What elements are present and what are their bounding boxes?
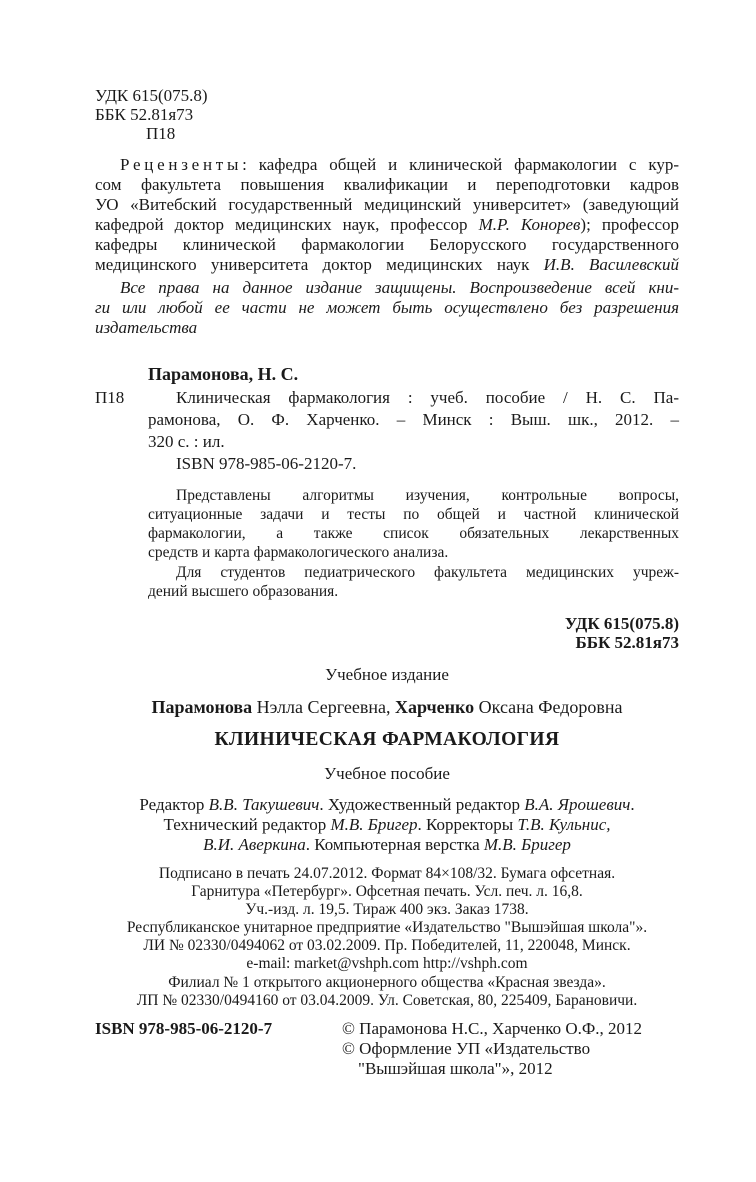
copyright-line-3: "Вышэйшая школа"», 2012 [358,1059,553,1078]
rights-line-3: издательства [95,318,198,337]
udk-code-bottom: УДК 615(075.8) [564,614,679,633]
catalog-isbn: ISBN 978-985-06-2120-7. [176,454,357,473]
reviewers-line-1: Рецензенты: кафедра общей и клинической фармакологии с кур- [120,155,679,174]
reviewers-line-4: кафедрой доктор медицинских наук, профессор М.Р. Конорев); профессор [95,215,679,234]
catalog-line-1: Клиническая фармакология : учеб. пособие / Н. С. Па- [176,388,679,407]
staff-line-2: Технический редактор М.В. Бригер. Корректоры Т.В. Кульнис, [163,815,611,834]
annotation-line-2: ситуационные задачи и тесты по общей и частной клинической [148,506,679,523]
author1-surname: Парамонова [151,697,253,717]
book-title: КЛИНИЧЕСКАЯ ФАРМАКОЛОГИЯ [214,729,560,750]
reviewer-vasilevsky: И.В. Василевский [543,255,680,274]
copyright-line-2: © Оформление УП «Издательство [342,1039,591,1058]
print-info-line-7: Филиал № 1 открытого акционерного общества «Красная звезда». [168,974,606,991]
reviewer-konorev: М.Р. Конорев [478,215,581,234]
udk-code-top: УДК 615(075.8) [95,86,208,105]
reviewers-line-6: медицинского университета доктор медицинских наук И.В. Василевский [95,255,680,274]
catalog-line-3: 320 с. : ил. [148,432,225,451]
book-subtitle: Учебное пособие [324,764,450,783]
print-info-line-8: ЛП № 02330/0494160 от 03.04.2009. Ул. Советская, 80, 225409, Барановичи. [136,992,638,1009]
print-info-line-5: ЛИ № 02330/0494062 от 03.02.2009. Пр. Победителей, 11, 220048, Минск. [143,937,631,954]
print-info-line-2: Гарнитура «Петербург». Офсетная печать. Усл. печ. л. 16,8. [191,883,583,900]
copyright-line-1: © Парамонова Н.С., Харченко О.Ф., 2012 [342,1019,643,1038]
rights-line-2: ги или любой ее части не может быть осуществлено без разрешения [95,298,679,317]
staff-line-1: Редактор В.В. Такушевич. Художественный редактор В.А. Ярошевич. [139,795,635,814]
author2-surname: Харченко [394,697,475,717]
annotation-line-4: средств и карта фармакологического анализа. [148,544,449,561]
print-info-line-1: Подписано в печать 24.07.2012. Формат 84×108/32. Бумага офсетная. [158,865,616,882]
annotation-line-6: дений высшего образования. [148,583,339,600]
print-info-line-6: e-mail: market@vshph.com http://vshph.com [246,955,528,972]
catalog-author: Парамонова, Н. С. [148,364,299,384]
reviewers-label: Рецензенты [120,155,243,174]
reviewers-line-2: сом факультета повышения квалификации и переподготовки кадров [95,175,679,194]
annotation-line-1: Представлены алгоритмы изучения, контрольные вопросы, [176,487,679,504]
footer-isbn: ISBN 978-985-06-2120-7 [95,1019,273,1038]
edition-type: Учебное издание [325,665,449,684]
staff-line-3: В.И. Аверкина. Компьютерная верстка М.В. Бригер [203,835,571,854]
authors-line: Парамонова Нэлла Сергеевна, Харченко Оксана Федоровна [151,697,623,717]
annotation-line-3: фармакологии, а также список обязательных лекарственных [148,525,679,542]
catalog-sign: П18 [95,388,125,407]
print-info-line-3: Уч.-изд. л. 19,5. Тираж 400 экз. Заказ 1738. [245,901,529,918]
author-sign-top: П18 [146,124,176,143]
reviewers-line-5: кафедры клинической фармакологии Белорусского государственного [95,235,679,254]
bbk-code-top: ББК 52.81я73 [95,105,194,124]
annotation-line-5: Для студентов педиатрического факультета медицинских учреж- [176,564,679,581]
rights-line-1: Все права на данное издание защищены. Воспроизведение всей кни- [120,278,679,297]
catalog-line-2: рамонова, О. Ф. Харченко. – Минск : Выш. шк., 2012. – [148,410,679,429]
bbk-code-bottom: ББК 52.81я73 [575,633,679,652]
reviewers-line-3: УО «Витебский государственный медицинский университет» (заведующий [95,195,679,214]
print-info-line-4: Республиканское унитарное предприятие «Издательство "Вышэйшая школа"». [126,919,648,936]
